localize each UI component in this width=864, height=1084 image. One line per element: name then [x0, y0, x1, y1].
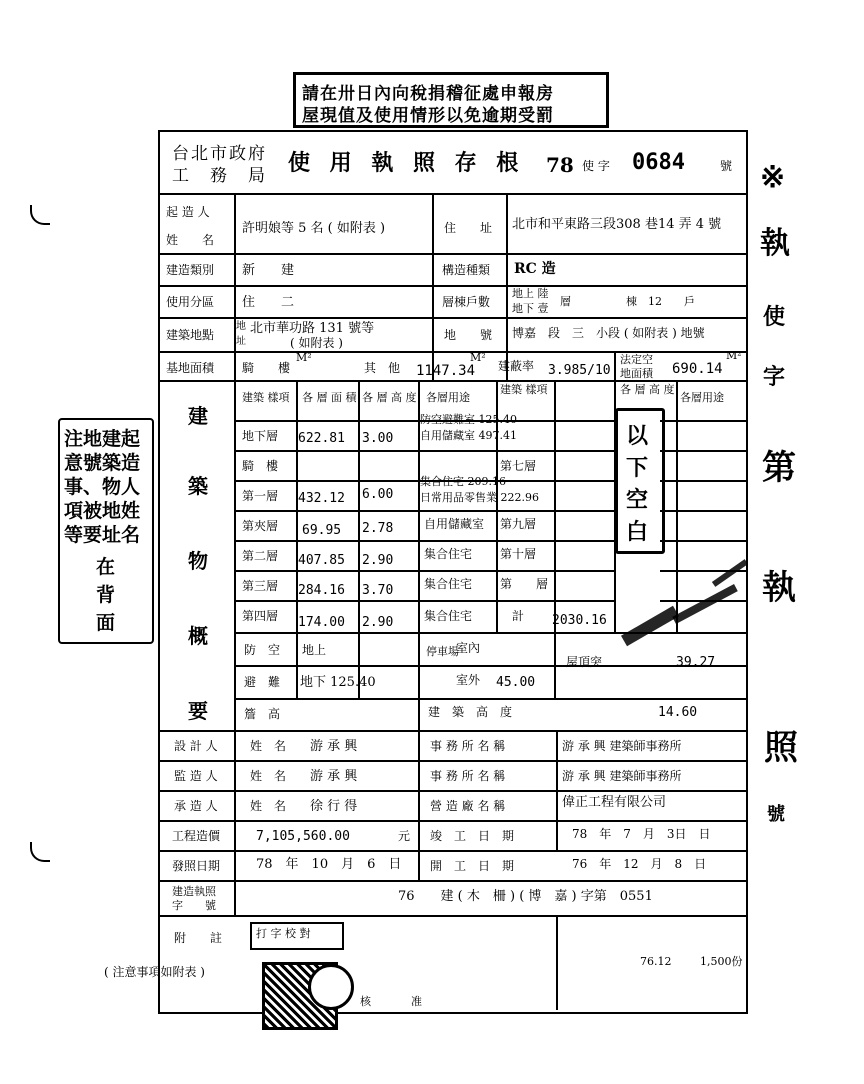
- cost-unit: 元: [398, 829, 411, 843]
- floor-ride: 騎 樓: [242, 459, 279, 473]
- factory-label: 營 造 廠 名 稱: [430, 799, 506, 813]
- lot-label: 地 號: [444, 328, 493, 342]
- bldg-side-2: 築: [188, 474, 208, 498]
- structure-label: 構造種類: [442, 263, 491, 277]
- contractor-label: 承 造 人: [174, 799, 218, 813]
- margin-char-1: ※: [760, 160, 786, 195]
- structure-value: RC 造: [514, 261, 556, 277]
- ride-label: 騎 樓: [242, 361, 291, 375]
- basement-height: 3.00: [362, 431, 394, 446]
- f4-height: 2.90: [362, 615, 394, 630]
- permit-value: 76 建 ( 木 柵 ) ( 博 嘉 ) 字第 0551: [398, 889, 653, 904]
- bottom-note: ( 注意事項如附表 ): [104, 965, 205, 979]
- side-note-7: 背: [96, 584, 116, 606]
- col-item-2: 建築 樣項: [500, 383, 548, 396]
- side-note-6: 在: [96, 556, 116, 578]
- zone-value: 住 二: [242, 295, 295, 310]
- side-note-2: 意號築造: [64, 452, 141, 474]
- f1-use-2: 日常用品零售業 222.96: [420, 491, 539, 504]
- side-note-8: 面: [96, 612, 116, 634]
- f4-area: 174.00: [298, 615, 345, 630]
- designer-name-label: 姓 名: [250, 739, 287, 753]
- official-seal-circle: [308, 964, 354, 1010]
- floor-basement: 地下層: [242, 429, 279, 443]
- address-label: 住 址: [444, 221, 493, 235]
- builder-value: 許明娘等 5 名 ( 如附表 ): [242, 221, 386, 236]
- floor-1: 第一層: [242, 489, 279, 503]
- f3-height: 3.70: [362, 583, 394, 598]
- form-char: 使 字: [582, 159, 610, 173]
- form-number: 0684: [632, 150, 685, 175]
- floor-9: 第九層: [500, 517, 537, 531]
- designer-label: 設 計 人: [174, 739, 218, 753]
- type-value: 新 建: [242, 263, 295, 278]
- coverage-value: 3.985/10: [548, 363, 611, 378]
- factory-value: 偉正工程有限公司: [562, 795, 667, 810]
- col-height: 各 層 高 度: [362, 391, 417, 404]
- stamp-char-3: 空: [626, 487, 649, 513]
- start-value: 76 年 12 月 8 日: [572, 857, 707, 871]
- mezz-area: 69.95: [302, 523, 342, 538]
- margin-char-4: 字: [762, 364, 785, 390]
- bldg-side-3: 物: [188, 549, 208, 573]
- f4-use: 集合住宅: [424, 609, 473, 623]
- cost-label: 工程造價: [172, 829, 221, 843]
- margin-char-10: 號: [767, 804, 785, 825]
- col-item: 建築 樣項: [242, 391, 290, 404]
- fee-value: 1,500份: [700, 955, 743, 968]
- finish-value: 78 年 7 月 3日 日: [572, 827, 711, 841]
- parking-label: 停車場: [426, 645, 459, 658]
- start-label: 開 工 日 期: [430, 859, 515, 873]
- supervisor-office-label: 事 務 所 名 稱: [430, 769, 506, 783]
- area-label: 基地面積: [166, 361, 215, 375]
- mezz-height: 2.78: [362, 521, 394, 536]
- contractor-name: 徐 行 得: [310, 799, 358, 814]
- f1-height: 6.00: [362, 487, 394, 502]
- supervisor-label: 監 造 人: [174, 769, 218, 783]
- designer-office-label: 事 務 所 名 稱: [430, 739, 506, 753]
- f2-height: 2.90: [362, 553, 394, 568]
- basement-use-1: 防空避難室 125.40: [420, 413, 517, 426]
- f3-use: 集合住宅: [424, 577, 473, 591]
- side-note-1: 注地建起: [64, 428, 141, 450]
- floors-below: 地下 壹: [512, 302, 549, 315]
- basement-use-2: 自用儲藏室 497.41: [420, 429, 517, 442]
- other-unit: M²: [470, 351, 486, 364]
- type-label: 建造類別: [166, 263, 215, 277]
- f3-area: 284.16: [298, 583, 345, 598]
- margin-char-8: 執: [762, 568, 796, 608]
- issue-label: 發照日期: [172, 859, 221, 873]
- form-number-suffix: 號: [720, 159, 733, 173]
- floor-mezz: 第夾層: [242, 519, 279, 533]
- f1-use-1: 集合住宅 209.16: [420, 475, 506, 488]
- supervisor-name: 游 承 興: [310, 769, 358, 784]
- approve-label: 核 准: [360, 995, 428, 1008]
- site-label: 建築地點: [166, 328, 215, 342]
- mezz-use: 自用儲藏室: [424, 517, 485, 531]
- zone-label: 使用分區: [166, 295, 215, 309]
- margin-char-9: 照: [764, 728, 798, 768]
- floor-4: 第四層: [242, 609, 279, 623]
- stamp-char-2: 下: [626, 455, 649, 481]
- bldg-side-1: 建: [188, 404, 208, 428]
- side-note-box: [58, 418, 154, 644]
- bldg-side-4: 概: [188, 624, 208, 648]
- notice-line-2: 屋現值及使用情形以免逾期受罰: [302, 106, 554, 126]
- date-small: 76.12: [640, 955, 672, 968]
- floor-2: 第二層: [242, 549, 279, 563]
- side-note-4: 項被地姓: [64, 500, 141, 522]
- floor-7: 第七層: [500, 459, 537, 473]
- typing-check-label: 打 字 校 對: [256, 927, 311, 940]
- other-value: 1147.34: [416, 363, 476, 379]
- hole-mark-2: [30, 842, 50, 862]
- legal-label-2: 地面積: [620, 367, 653, 380]
- bldg-side-5: 要: [188, 699, 208, 723]
- outdoor-label: 室外: [456, 673, 481, 687]
- eave-label: 簷 高: [244, 707, 281, 721]
- col-use: 各層用途: [426, 391, 470, 404]
- note-label: 附 註: [174, 931, 223, 945]
- cost-value: 7,105,560.00: [256, 829, 350, 844]
- coverage-label: 建蔽率: [498, 359, 535, 373]
- issue-value: 78 年 10 月 6 日: [256, 857, 402, 872]
- finish-label: 竣 工 日 期: [430, 829, 515, 843]
- margin-char-5: 第: [762, 448, 796, 488]
- floor-3: 第三層: [242, 579, 279, 593]
- permit-label-1: 建造執照: [172, 885, 216, 898]
- f2-area: 407.85: [298, 553, 345, 568]
- legal-value: 690.14: [672, 361, 723, 377]
- shelter-value: 地上: [302, 643, 327, 657]
- col-height-2: 各 層 高 度: [620, 383, 675, 396]
- site-value: 北市華功路 131 號等: [250, 321, 375, 336]
- basement-area: 622.81: [298, 431, 345, 446]
- f2-use: 集合住宅: [424, 547, 473, 561]
- address-value: 北市和平東路三段308 巷14 弄 4 號: [512, 217, 722, 232]
- contractor-name-label: 姓 名: [250, 799, 287, 813]
- other-label: 其 他: [364, 361, 401, 375]
- notice-line-1: 請在卅日內向稅捐稽征處申報房: [302, 84, 554, 104]
- site-small-2: 址: [236, 336, 246, 347]
- supervisor-name-label: 姓 名: [250, 769, 287, 783]
- col-use-2: 各層用途: [680, 391, 724, 404]
- evac-value: 地下 125.40: [300, 675, 376, 690]
- supervisor-office: 游 承 興 建築師事務所: [562, 769, 682, 783]
- site-value-2: ( 如附表 ): [290, 336, 343, 350]
- roof-label: 屋頂突: [566, 655, 603, 669]
- lot-value: 博嘉 段 三 小段 ( 如附表 ) 地號: [512, 326, 705, 340]
- margin-char-2: 執: [760, 226, 790, 261]
- legal-label-1: 法定空: [620, 353, 653, 366]
- outdoor-value: 45.00: [496, 675, 536, 690]
- indoor-label: 室內: [456, 641, 481, 655]
- designer-name: 游 承 興: [310, 739, 358, 754]
- builder-label-1: 起 造 人: [166, 205, 210, 219]
- stamp-char-1: 以: [626, 423, 649, 449]
- ride-unit: M²: [296, 351, 312, 364]
- form-title: 使 用 執 照 存 根: [288, 150, 525, 176]
- floor-10: 第十層: [500, 547, 537, 561]
- builder-label-2: 姓 名: [166, 233, 215, 247]
- blank-stamp: [615, 408, 665, 554]
- form-year: 78: [546, 153, 574, 177]
- floor-x: 第 層: [500, 577, 549, 591]
- designer-office: 游 承 興 建築師事務所: [562, 739, 682, 753]
- roof-value: 39.27: [676, 655, 716, 670]
- col-area: 各 層 面 積: [302, 391, 357, 404]
- stamp-char-4: 白: [626, 519, 649, 545]
- site-small-1: 地: [236, 321, 246, 332]
- agency-line-1: 台北市政府: [172, 144, 267, 164]
- total-label: 計: [512, 609, 525, 623]
- notice-box: [293, 72, 609, 128]
- total-value: 2030.16: [552, 613, 607, 628]
- margin-char-3: 使: [762, 304, 785, 330]
- legal-unit: M²: [726, 349, 742, 362]
- side-note-3: 事、物人: [64, 476, 141, 498]
- bheight-label: 建 築 高 度: [428, 705, 513, 719]
- shelter-label: 防 空: [244, 643, 281, 657]
- permit-label-2: 字 號: [172, 899, 216, 912]
- agency-line-2: 工 務 局: [172, 166, 267, 186]
- bheight-value: 14.60: [658, 705, 698, 720]
- floors-units: 層 棟 12 戶: [560, 295, 695, 308]
- hole-mark-1: [30, 205, 50, 225]
- f1-area: 432.12: [298, 491, 345, 506]
- evac-label: 避 難: [244, 675, 281, 689]
- floors-label: 層棟戶數: [442, 295, 491, 309]
- side-note-5: 等要址名: [64, 524, 141, 546]
- floors-above: 地上 陸: [512, 287, 549, 300]
